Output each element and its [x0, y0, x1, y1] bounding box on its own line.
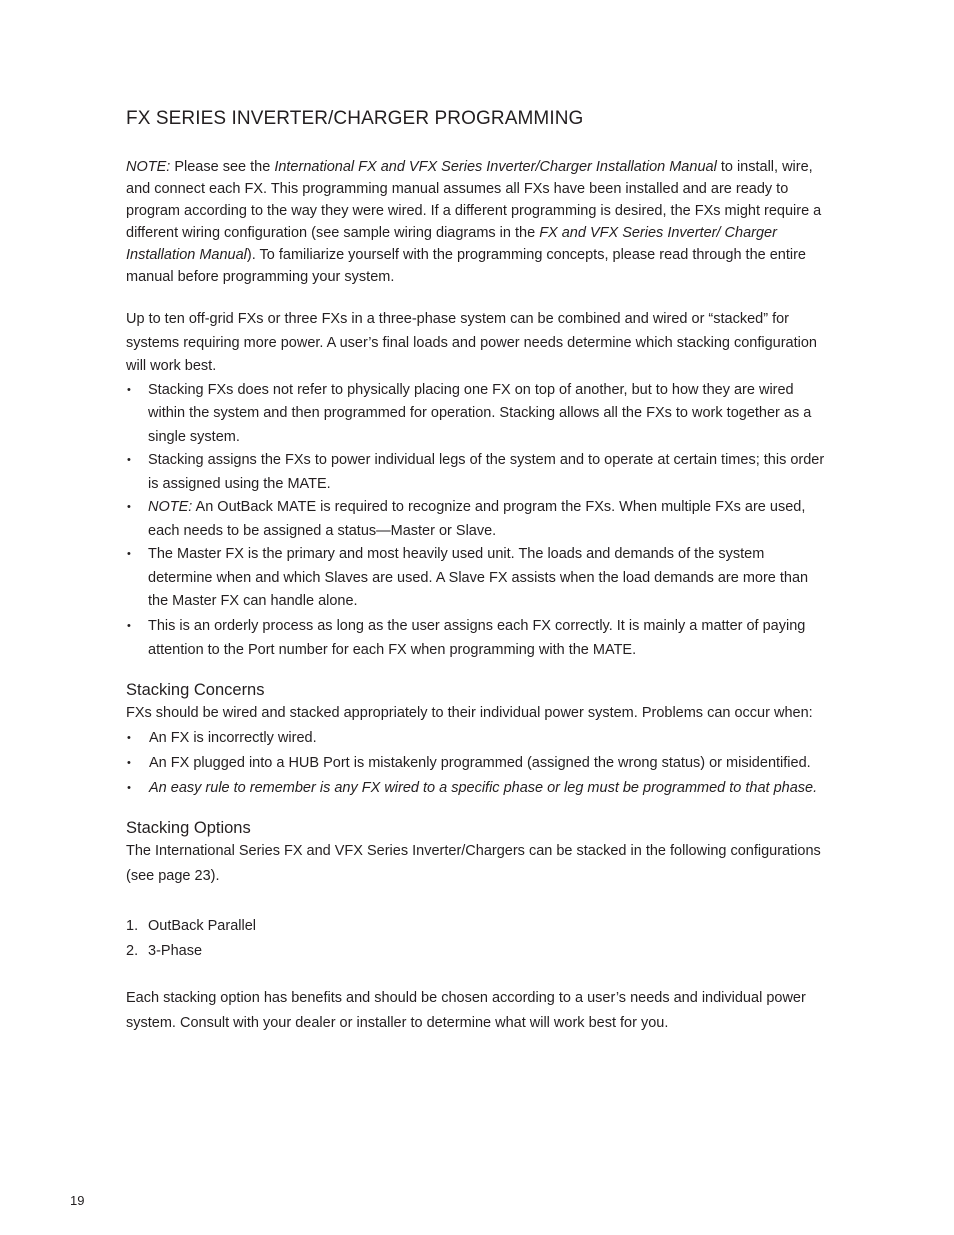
note-paragraph [126, 156, 832, 288]
bullet-text: An FX is incorrectly wired. [149, 729, 317, 746]
list-item [126, 496, 832, 543]
bullet-glyph: • [127, 619, 131, 632]
stacking-bullet-list [126, 379, 832, 663]
bullet-glyph: • [127, 454, 131, 466]
list-item [126, 379, 832, 450]
stacking-concerns-heading: Stacking Concerns [126, 680, 265, 699]
bullet-text: An OutBack MATE is required to recognize and program the FXs. When multiple FXs are used, each needs to be assigned a status—Master or Slave. [148, 499, 806, 539]
note-text-2: to install, wire, and connect each FX. This programming manual assumes all FXs have been installed and are ready to program according to the way they were wired. If a different programming is desired, the FXs might require a different wiring configuration (see sample wiring diagrams in the [126, 159, 822, 241]
bullet-text: Stacking assigns the FXs to power individual legs of the system and to operate at certain times; this order is assigned using the MATE. [148, 452, 825, 492]
bullet-text: An FX plugged into a HUB Port is mistakenly programmed (assigned the wrong status) or misidentified. [149, 754, 811, 771]
bullet-text: The Master FX is the primary and most heavily used unit. The loads and demands of the system determine when and which Slaves are used. A Slave FX assists when the load demands are more than the Master FX can handle alone. [148, 546, 809, 609]
list-item [126, 614, 832, 663]
page-content [126, 108, 832, 1036]
list-item [126, 939, 832, 964]
bullet-text: Stacking FXs does not refer to physically placing one FX on top of another, but to how they are wired within the system and then programmed for operation. Stacking allows all the FXs to work together as a single system. [148, 381, 812, 445]
bullet-text: This is an orderly process as long as the user assigns each FX correctly. It is mainly a matter of paying attention to the Port number for each FX when programming with the MATE. [148, 617, 806, 658]
closing-paragraph: Each stacking option has benefits and should be chosen according to a user’s needs and individual power system. Consult with your dealer or installer to determine what will work best for you. [126, 989, 806, 1031]
stacking-concerns-paragraph: FXs should be wired and stacked appropriately to their individual power system. Problems can occur when: [126, 704, 813, 721]
manual-title-2: FX and VFX Series Inverter/ Charger Installation Manual [126, 225, 777, 263]
list-text: OutBack Parallel [148, 917, 256, 934]
stacking-options-heading: Stacking Options [126, 818, 251, 837]
page-number: 19 [70, 1193, 85, 1208]
options-numbered-list [126, 914, 832, 964]
list-item [126, 776, 832, 801]
bullet-glyph: • [127, 501, 131, 513]
bullet-glyph: • [127, 383, 131, 396]
list-item [126, 449, 832, 496]
concerns-bullet-list [126, 726, 832, 801]
note-text-3: ). To familiarize yourself with the programming concepts, please read through the entire manual before programming your system. [126, 247, 806, 285]
intro-paragraph: Up to ten off-grid FXs or three FXs in a three-phase system can be combined and wired or “stacked” for systems requiring more power. A user’s final loads and power needs determine which stacking configuration will work best. [126, 311, 818, 374]
list-item [126, 726, 832, 751]
list-item [126, 914, 832, 939]
note-label: NOTE: [126, 159, 171, 175]
bullet-text: An easy rule to remember is any FX wired to a specific phase or leg must be programmed to that phase. [149, 779, 818, 796]
note-text-1: Please see the [170, 159, 275, 175]
list-text: 3-Phase [148, 942, 203, 959]
bullet-glyph: • [127, 781, 131, 794]
stacking-options-paragraph: The International Series FX and VFX Series Inverter/Chargers can be stacked in the following configurations (see page 23). [126, 842, 821, 884]
bullet-glyph: • [127, 731, 131, 744]
list-number: 1. [126, 917, 139, 934]
list-item [126, 751, 832, 776]
bullet-glyph: • [127, 756, 131, 769]
page-title: FX SERIES INVERTER/CHARGER PROGRAMMING [126, 108, 584, 129]
bullet-glyph: • [127, 548, 131, 560]
list-number: 2. [126, 942, 139, 959]
note-label: NOTE: [148, 499, 193, 515]
list-item [126, 543, 832, 614]
manual-title-1: International FX and VFX Series Inverter/Charger Installation Manual [274, 159, 717, 175]
